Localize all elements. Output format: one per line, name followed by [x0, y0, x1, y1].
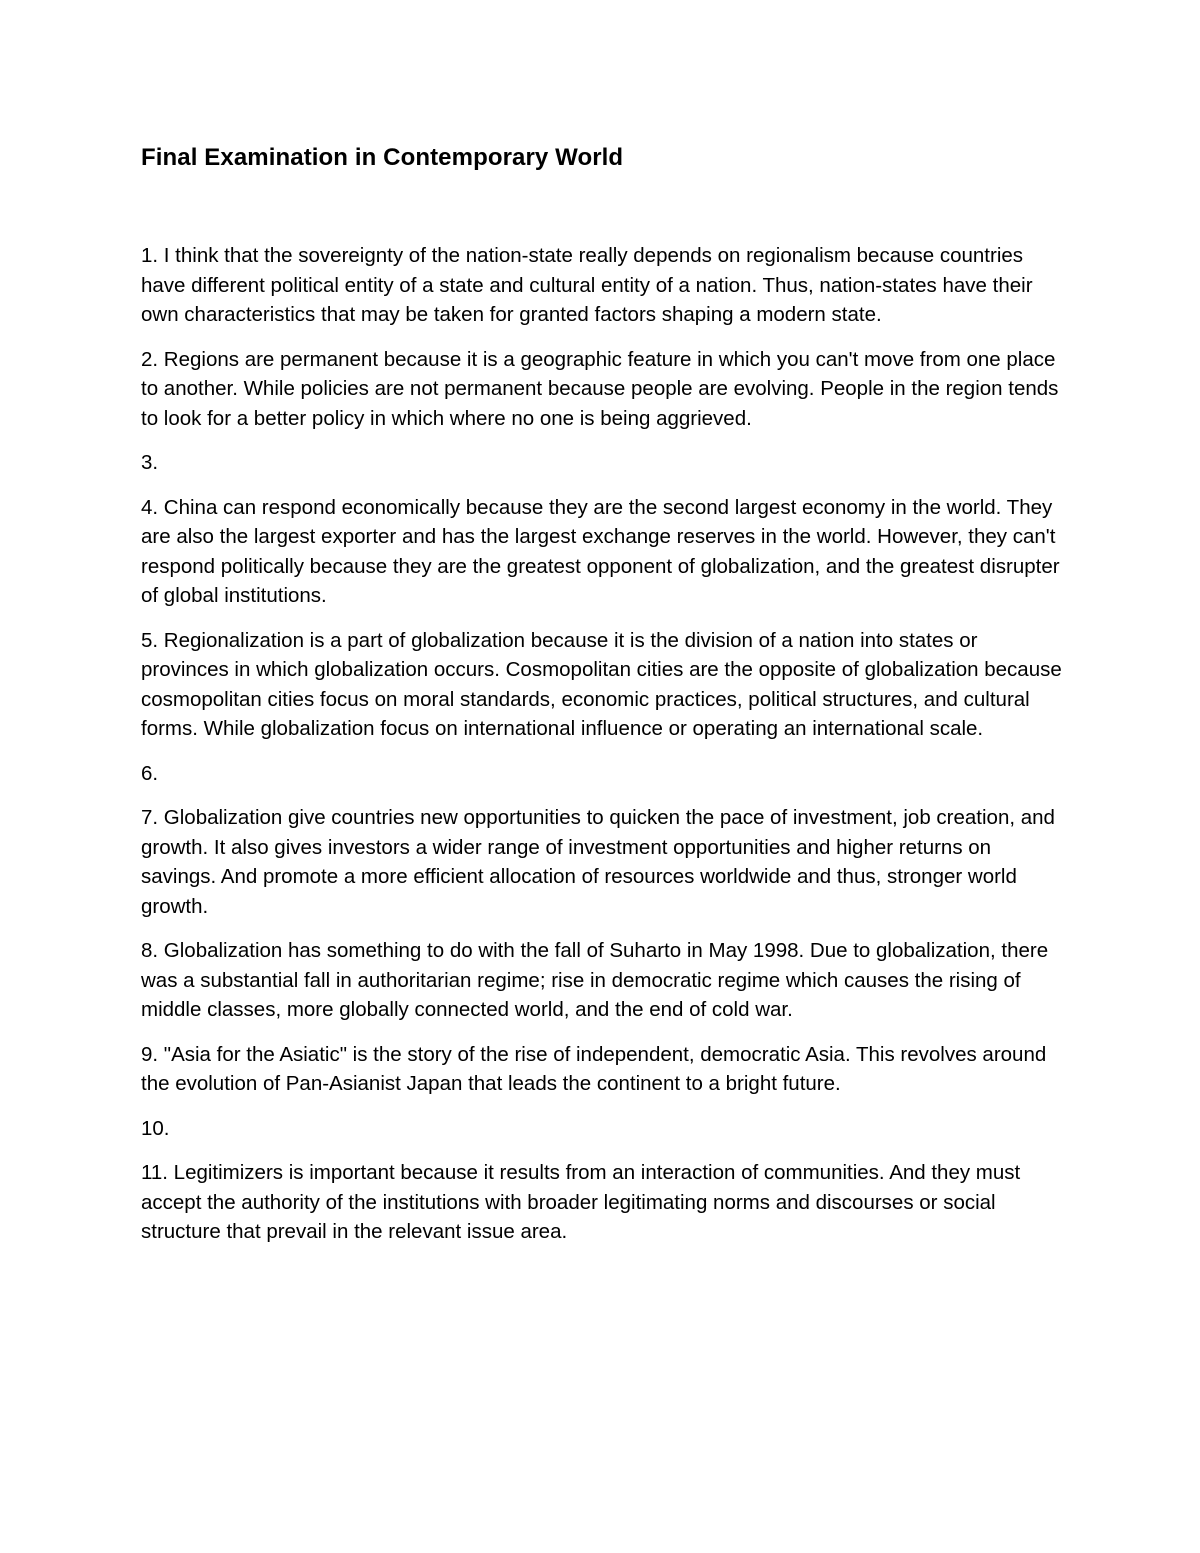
answer-4: 4. China can respond economically because they are the second largest economy in the world. They are also the largest exporter and has the largest exchange reserves in the world. However, they can't respond politically because they are the greatest opponent of globalization, and the greatest disrupter of global institutions. [141, 495, 1060, 607]
answer-7: 7. Globalization give countries new opportunities to quicken the pace of investment, job creation, and growth. It also gives investors a wider range of investment opportunities and higher returns on savings. And promote a more efficient allocation of resources worldwide and thus, stronger world growth. [141, 806, 1055, 918]
answer-list [141, 241, 1066, 1247]
answer-6: 6. [141, 761, 159, 785]
answer-10: 10. [141, 1116, 170, 1140]
answer-8: 8. Globalization has something to do with the fall of Suharto in May 1998. Due to globalization, there was a substantial fall in authoritarian regime; rise in democratic regime which causes the rising of middle classes, more globally connected world, and the end of cold war. [141, 939, 1049, 1021]
answer-1: 1. I think that the sovereignty of the nation-state really depends on regionalism because countries have different political entity of a state and cultural entity of a nation. Thus, nation-states have their own characteristics that may be taken for granted factors shaping a modern state. [141, 244, 1033, 326]
document-title: Final Examination in Contemporary World [141, 144, 624, 171]
answer-5: 5. Regionalization is a part of globalization because it is the division of a nation into states or provinces in which globalization occurs. Cosmopolitan cities are the opposite of globalization because cosmopolitan cities focus on moral standards, economic practices, political structures, and cultural forms. While globalization focus on international influence or operating an international scale. [141, 628, 1062, 740]
answer-9: 9. "Asia for the Asiatic" is the story of the rise of independent, democratic Asia. This revolves around the evolution of Pan-Asianist Japan that leads the continent to a bright future. [141, 1042, 1047, 1095]
answer-2: 2. Regions are permanent because it is a geographic feature in which you can't move from one place to another. While policies are not permanent because people are evolving. People in the region tends to look for a better policy in which where no one is being aggrieved. [141, 347, 1059, 430]
document-content [141, 140, 1066, 1262]
answer-11: 11. Legitimizers is important because it results from an interaction of communities. And they must accept the authority of the institutions with broader legitimating norms and discourses or social structure that prevail in the relevant issue area. [141, 1161, 1021, 1243]
answer-3: 3. [141, 451, 159, 474]
